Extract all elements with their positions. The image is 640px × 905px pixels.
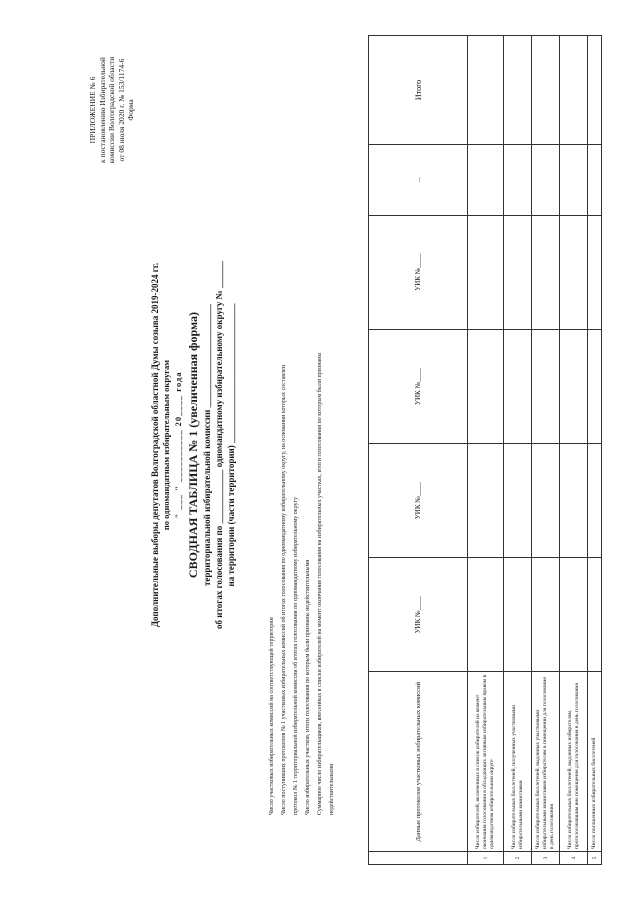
table-cell (468, 36, 504, 145)
summary-text: Число избирательных участков, итоги голосования по которым были признаны недействительными (305, 559, 311, 815)
table-cell (504, 558, 532, 672)
summary-row (304, 25, 316, 815)
table-cell (532, 558, 560, 672)
table-cell (588, 558, 602, 672)
protocol-table (368, 35, 602, 865)
summary-text: Число участковых избирательных комиссий на соответствующей территории (269, 617, 275, 815)
table-cell (588, 144, 602, 215)
row-number: 4 (560, 851, 588, 864)
appendix-line: от 08 июля 2020 г. № 153/1174-6 (116, 58, 126, 162)
summary-row (280, 25, 292, 815)
table-cell (468, 558, 504, 672)
appendix-line: комиссии Волгоградской области (107, 56, 116, 164)
row-number: 1 (468, 851, 504, 864)
row-label: Число погашенных избирательных бюллетеней (588, 672, 602, 852)
table-cell (468, 215, 504, 329)
row-number: 3 (532, 851, 560, 864)
page-title: СВОДНАЯ ТАБЛИЦА № 1 (увеличенная форма) (186, 311, 200, 579)
header-cell-uik: УИК №____ (369, 329, 468, 443)
table-cell (532, 215, 560, 329)
summary-row (316, 25, 328, 815)
table-cell (532, 36, 560, 145)
table-cell (504, 215, 532, 329)
header-cell-num (369, 851, 468, 864)
row-label: Число избирательных бюллетеней, выданных избирателям, проголосовавшим вне помещения для голосования в день голосования (560, 672, 588, 852)
table-cell (504, 444, 532, 558)
table-cell (468, 444, 504, 558)
summary-row (268, 25, 280, 815)
table-row (532, 36, 560, 865)
header-cell-uik: УИК №____ (369, 444, 468, 558)
table-row (468, 36, 504, 865)
table-cell (532, 329, 560, 443)
row-label: Число избирательных бюллетеней, полученных участковыми избирательными комиссиями (504, 672, 532, 852)
table-cell (560, 144, 588, 215)
table-cell (560, 36, 588, 145)
header-cell-uik: УИК №____ (369, 215, 468, 329)
table-row (504, 36, 532, 865)
appendix-line: к постановлению Избирательной (97, 57, 107, 163)
table-header-row (369, 36, 468, 865)
table-row (560, 36, 588, 865)
table-cell (560, 215, 588, 329)
results-line: об итогах голосования по ____________ одномандатному избирательному округу № ______ (214, 261, 224, 629)
header-cell-total: Итого (369, 36, 468, 145)
row-label: Число избирателей, включенных в список избирателей на момент окончания голосования в обладающих активным избирательным правом в одномандатном избирательном округе (468, 672, 504, 852)
summary-row (292, 25, 304, 815)
row-label: Число избирательных бюллетеней, выданных участковыми избирательными комиссиями избирателям в помещении для голосования в день голосования (532, 672, 560, 852)
row-number: 5 (588, 851, 602, 864)
election-title: Дополнительные выборы депутатов Волгоградской областной Думы созыва 2019-2024 гг. (150, 262, 160, 628)
date-line: " ___ " __________ 20____ года (173, 371, 183, 519)
table-cell (588, 329, 602, 443)
summary-text: Число поступивших протоколов № 1 участковых избирательных комиссий об итогах голосования по одномандатному избирательному округу, на основании которых составлен (281, 365, 287, 815)
table-row (588, 36, 602, 865)
table-cell (532, 144, 560, 215)
table-cell (468, 144, 504, 215)
appendix-line: ПРИЛОЖЕНИЕ № 6 (88, 76, 97, 144)
appendix-line: Форма (126, 99, 135, 121)
table-cell (560, 558, 588, 672)
table-cell (468, 329, 504, 443)
table-cell (560, 329, 588, 443)
header-cell-dots: ... (369, 144, 468, 215)
summary-row (328, 25, 340, 815)
header-cell-uik: УИК №____ (369, 558, 468, 672)
table-cell (532, 444, 560, 558)
summary-text: протокол № 1 территориальной избирательной комиссии об итогах голосования по одномандатному избирательному округу (293, 496, 299, 815)
title-block (150, 135, 237, 755)
election-subtitle: по одномандатным избирательным округам (161, 359, 171, 531)
table-cell (588, 36, 602, 145)
table-cell (560, 444, 588, 558)
table-cell (588, 444, 602, 558)
commission-line: территориальной избирательной комиссии _______________________ (202, 303, 212, 587)
summary-block (268, 25, 340, 815)
territory-line: на территории (части территории) _______________________________ (226, 303, 236, 587)
table-cell (588, 215, 602, 329)
row-number: 2 (504, 851, 532, 864)
summary-text: Суммарное число избирательщиков, внесенных в списки избирателей на момент окончания голосования на избирательных участках, итоги голосования по которым были признаны (317, 352, 323, 815)
table-cell (504, 144, 532, 215)
table-cell (504, 329, 532, 443)
appendix-note (88, 35, 136, 185)
header-cell-label: Данные протоколов участковых избирательных комиссий (369, 672, 468, 852)
summary-text: недействительными (329, 763, 335, 815)
table-cell (504, 36, 532, 145)
